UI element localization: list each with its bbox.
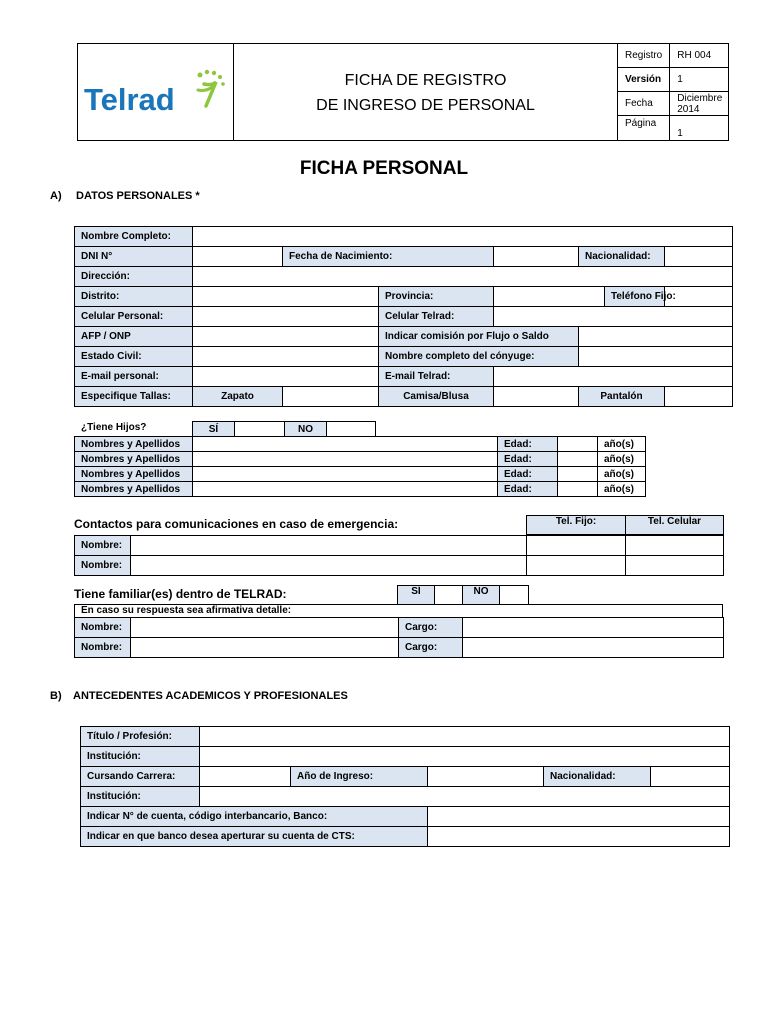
familiar-si-checkbox[interactable] bbox=[435, 586, 463, 605]
pantalon-field[interactable] bbox=[665, 387, 733, 407]
provincia-field[interactable] bbox=[494, 287, 605, 307]
hijo-age-unit: año(s) bbox=[598, 482, 646, 497]
zapato-label: Zapato bbox=[193, 387, 283, 407]
document-meta-table bbox=[618, 44, 729, 141]
hijo-age-label: Edad: bbox=[498, 437, 558, 452]
hijo-age-field[interactable] bbox=[558, 467, 598, 482]
cts-label: Indicar en que banco desea aperturar su cuenta de CTS: bbox=[81, 827, 428, 847]
header-title-line1: FICHA DE REGISTRO bbox=[344, 72, 507, 89]
logo-text: Telrad bbox=[84, 82, 175, 117]
page-title: FICHA PERSONAL bbox=[299, 158, 469, 179]
distrito-field[interactable] bbox=[193, 287, 379, 307]
emergencia-tel-fijo-field[interactable] bbox=[527, 556, 626, 576]
familiar-table bbox=[74, 617, 724, 658]
document-header bbox=[77, 43, 729, 141]
meta-value: RH 004 bbox=[670, 44, 730, 68]
titulo-label: Título / Profesión: bbox=[81, 727, 200, 747]
hijo-name-label: Nombres y Apellidos bbox=[75, 467, 193, 482]
hijo-age-field[interactable] bbox=[558, 437, 598, 452]
fecha-nacimiento-label bbox=[283, 247, 494, 267]
conyuge-field[interactable] bbox=[579, 347, 733, 367]
nacionalidad-label: Nacionalidad: bbox=[579, 247, 665, 267]
cts-field[interactable] bbox=[428, 827, 730, 847]
cuenta-label: Indicar N° de cuenta, código interbancario, Banco: bbox=[81, 807, 428, 827]
hijo-name-field[interactable] bbox=[193, 452, 498, 467]
celular-personal-field[interactable] bbox=[193, 307, 379, 327]
familiar-name-field[interactable] bbox=[131, 638, 399, 658]
section-a-heading: DATOS PERSONALES * bbox=[76, 190, 200, 202]
email-telrad-label: E-mail Telrad: bbox=[379, 367, 494, 387]
familiar-row bbox=[75, 638, 724, 658]
hijos-question: ¿Tiene Hijos? bbox=[81, 422, 147, 433]
hijo-name-label: Nombres y Apellidos bbox=[75, 452, 193, 467]
tel-fijo-header: Tel. Fijo: bbox=[527, 516, 626, 535]
nombre-completo-label: Nombre Completo: bbox=[75, 227, 193, 247]
section-a-letter: A) bbox=[50, 190, 62, 202]
personal-data-table bbox=[74, 226, 733, 407]
direccion-field[interactable] bbox=[193, 267, 733, 287]
meta-label: Versión bbox=[618, 68, 670, 92]
familiar-no-checkbox[interactable] bbox=[500, 586, 529, 605]
familiar-cargo-label: Cargo: bbox=[399, 618, 463, 638]
hijos-no-label: NO bbox=[285, 422, 327, 437]
hijos-no-checkbox[interactable] bbox=[327, 422, 376, 437]
provincia-label: Provincia: bbox=[379, 287, 494, 307]
estado-civil-label: Estado Civil: bbox=[75, 347, 193, 367]
hijos-table bbox=[74, 436, 646, 497]
estado-civil-field[interactable] bbox=[193, 347, 379, 367]
meta-label: Página bbox=[618, 116, 670, 142]
comision-label: Indicar comisión por Flujo o Saldo bbox=[379, 327, 579, 347]
familiar-cargo-label: Cargo: bbox=[399, 638, 463, 658]
celular-telrad-field[interactable] bbox=[494, 307, 733, 327]
hijo-age-unit: año(s) bbox=[598, 437, 646, 452]
header-title-line2: DE INGRESO DE PERSONAL bbox=[316, 97, 535, 114]
distrito-label: Distrito: bbox=[75, 287, 193, 307]
familiar-heading: Tiene familiar(es) dentro de TELRAD: bbox=[74, 587, 287, 601]
hijo-name-field[interactable] bbox=[193, 482, 498, 497]
hijo-row bbox=[75, 452, 646, 467]
familiar-si-label: SÍ bbox=[398, 586, 435, 605]
emergencia-name-field[interactable] bbox=[131, 556, 527, 576]
anio-ingreso-field[interactable] bbox=[428, 767, 544, 787]
nombre-completo-field[interactable] bbox=[193, 227, 733, 247]
logo-cell bbox=[78, 44, 234, 140]
fecha-nacimiento-field[interactable] bbox=[494, 247, 579, 267]
emergencia-tel-celular-field[interactable] bbox=[626, 536, 724, 556]
familiar-name-field[interactable] bbox=[131, 618, 399, 638]
hijo-row bbox=[75, 467, 646, 482]
dni-label: DNI N° bbox=[75, 247, 193, 267]
familiar-cargo-field[interactable] bbox=[463, 638, 724, 658]
familiar-detail-box bbox=[74, 604, 723, 617]
titulo-field[interactable] bbox=[200, 727, 730, 747]
comision-field[interactable] bbox=[579, 327, 733, 347]
hijo-age-field[interactable] bbox=[558, 452, 598, 467]
cuenta-field[interactable] bbox=[428, 807, 730, 827]
dni-field[interactable] bbox=[193, 247, 283, 267]
camisa-label: Camisa/Blusa bbox=[379, 387, 494, 407]
hijo-age-label: Edad: bbox=[498, 452, 558, 467]
nacionalidad-b-field[interactable] bbox=[651, 767, 730, 787]
hijo-name-field[interactable] bbox=[193, 467, 498, 482]
institucion-2-field[interactable] bbox=[200, 787, 730, 807]
hijo-age-unit: año(s) bbox=[598, 452, 646, 467]
afp-label: AFP / ONP bbox=[75, 327, 193, 347]
emergencia-tel-celular-field[interactable] bbox=[626, 556, 724, 576]
nacionalidad-b-label: Nacionalidad: bbox=[544, 767, 651, 787]
familiar-name-label: Nombre: bbox=[75, 618, 131, 638]
emergencia-phone-headers bbox=[526, 515, 724, 535]
cursando-label: Cursando Carrera: bbox=[81, 767, 200, 787]
nacionalidad-field[interactable] bbox=[665, 247, 733, 267]
institucion-2-label: Institución: bbox=[81, 787, 200, 807]
familiar-no-label: NO bbox=[463, 586, 500, 605]
direccion-label: Dirección: bbox=[75, 267, 193, 287]
conyuge-label: Nombre completo del cónyuge: bbox=[379, 347, 579, 367]
familiar-row bbox=[75, 618, 724, 638]
pantalon-label: Pantalón bbox=[579, 387, 665, 407]
tallas-label: Especifique Tallas: bbox=[75, 387, 193, 407]
hijo-age-unit: año(s) bbox=[598, 467, 646, 482]
hijo-name-label: Nombres y Apellidos bbox=[75, 437, 193, 452]
tel-celular-header: Tel. Celular bbox=[626, 516, 724, 535]
hijo-age-label: Edad: bbox=[498, 482, 558, 497]
meta-value: 1 bbox=[670, 68, 730, 92]
emergencia-heading: Contactos para comunicaciones en caso de emergencia: bbox=[74, 517, 399, 531]
emergencia-tel-fijo-field[interactable] bbox=[527, 536, 626, 556]
hijo-row bbox=[75, 482, 646, 497]
meta-label: Registro bbox=[618, 44, 670, 68]
zapato-field[interactable] bbox=[283, 387, 379, 407]
hijos-si-label: SÍ bbox=[193, 422, 235, 437]
hijo-age-field[interactable] bbox=[558, 482, 598, 497]
telefono-fijo-label: Teléfono Fijo: bbox=[605, 287, 665, 307]
email-personal-field[interactable] bbox=[193, 367, 379, 387]
academic-table bbox=[80, 726, 730, 847]
emergencia-table bbox=[74, 535, 724, 576]
familiar-yes-no bbox=[397, 585, 529, 605]
hijos-yes-no bbox=[192, 421, 376, 437]
emergencia-row bbox=[75, 556, 724, 576]
institucion-label: Institución: bbox=[81, 747, 200, 767]
hijos-si-checkbox[interactable] bbox=[235, 422, 285, 437]
cursando-field[interactable] bbox=[200, 767, 291, 787]
familiar-cargo-field[interactable] bbox=[463, 618, 724, 638]
familiar-detail-text: En caso su respuesta sea afirmativa detalle: bbox=[81, 605, 292, 616]
hijo-row bbox=[75, 437, 646, 452]
meta-value: Diciembre 2014 bbox=[670, 92, 730, 116]
header-title bbox=[234, 44, 618, 140]
emergencia-name-label: Nombre: bbox=[75, 536, 131, 556]
familiar-name-label: Nombre: bbox=[75, 638, 131, 658]
emergencia-name-field[interactable] bbox=[131, 536, 527, 556]
institucion-field[interactable] bbox=[200, 747, 730, 767]
celular-telrad-label: Celular Telrad: bbox=[379, 307, 494, 327]
hijo-age-label: Edad: bbox=[498, 467, 558, 482]
meta-label: Fecha bbox=[618, 92, 670, 116]
emergencia-name-label: Nombre: bbox=[75, 556, 131, 576]
camisa-field[interactable] bbox=[494, 387, 579, 407]
fecha-nacimiento-text: Fecha de Nacimiento: bbox=[289, 251, 393, 262]
hijo-name-label: Nombres y Apellidos bbox=[75, 482, 193, 497]
afp-field[interactable] bbox=[193, 327, 379, 347]
meta-value: 1 bbox=[677, 128, 683, 139]
emergencia-row bbox=[75, 536, 724, 556]
email-telrad-field[interactable] bbox=[494, 367, 733, 387]
anio-ingreso-label: Año de Ingreso: bbox=[291, 767, 428, 787]
celular-personal-label: Celular Personal: bbox=[75, 307, 193, 327]
telrad-logo bbox=[78, 44, 233, 140]
hijo-name-field[interactable] bbox=[193, 437, 498, 452]
section-b-letter: B) bbox=[50, 690, 62, 702]
email-personal-label: E-mail personal: bbox=[75, 367, 193, 387]
section-b-heading: ANTECEDENTES ACADEMICOS Y PROFESIONALES bbox=[73, 690, 348, 702]
